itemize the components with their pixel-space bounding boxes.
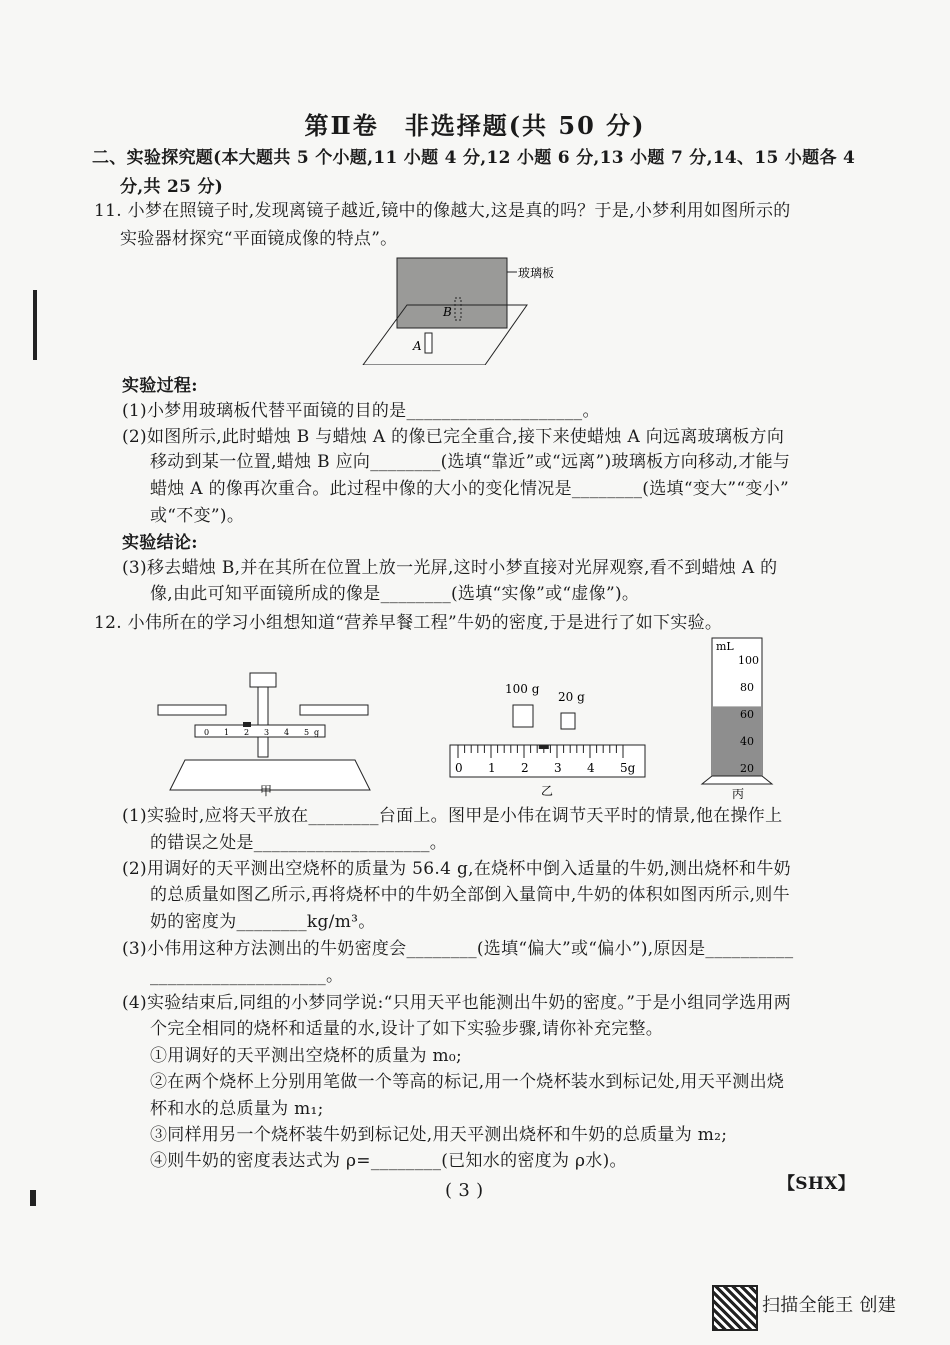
svg-text:40: 40 — [740, 735, 754, 748]
section-heading: 二、实验探究题(本大题共 5 个小题,11 小题 4 分,12 小题 6 分,13 小题 7 分,14、15 小题各 4 — [92, 148, 856, 168]
svg-text:4: 4 — [284, 728, 290, 737]
rider — [243, 722, 251, 727]
q11-part1: (1)小梦用玻璃板代替平面镜的目的是____________________。 — [122, 401, 600, 421]
q12-part1: (1)实验时,应将天平放在________台面上。图甲是小伟在调节天平时的情景,他在操作上 — [122, 806, 783, 826]
svg-text:3: 3 — [264, 728, 270, 737]
svg-text:0: 0 — [455, 761, 463, 775]
label-b: B — [443, 305, 452, 319]
scan-edge-mark — [30, 1190, 36, 1206]
rider-scale — [450, 745, 645, 777]
svg-text:1: 1 — [488, 761, 496, 775]
weight-100g — [513, 705, 533, 727]
process-heading: 实验过程: — [122, 376, 198, 396]
mirror-figure — [355, 250, 585, 365]
scan-edge-mark — [33, 290, 37, 360]
svg-text:1: 1 — [224, 728, 230, 737]
q11-part2: 移动到某一位置,蜡烛 B 应向________(选填“靠近”或“远离”)玻璃板方向移动,才能与 — [150, 452, 791, 472]
svg-text:4: 4 — [587, 761, 595, 775]
glass-plate — [397, 258, 507, 328]
q12-part3: (3)小伟用这种方法测出的牛奶密度会________(选填“偏大”或“偏小”),原因是__________ — [122, 939, 794, 959]
svg-text:3: 3 — [554, 761, 562, 775]
section-heading: 分,共 25 分) — [120, 177, 224, 197]
weight-20g — [561, 713, 575, 729]
glass-label: 玻璃板 — [518, 266, 555, 280]
weights-and-scale-figure — [445, 675, 650, 800]
q12-part2: 奶的密度为________kg/m³。 — [150, 912, 376, 932]
candle-a — [425, 333, 432, 353]
q11-part2: 或“不变”)。 — [150, 506, 245, 526]
conclusion-heading: 实验结论: — [122, 533, 198, 553]
paper-code: 【SHX】 — [778, 1174, 856, 1194]
q12-part4: (4)实验结束后,同组的小梦同学说:“只用天平也能测出牛奶的密度。”于是小组同学选用两 — [122, 993, 791, 1013]
svg-text:5g: 5g — [620, 761, 636, 775]
caption-yi: 乙 — [541, 784, 554, 798]
svg-text:60: 60 — [740, 708, 754, 721]
step: ②在两个烧杯上分别用笔做一个等高的标记,用一个烧杯装水到标记处,用天平测出烧 — [150, 1072, 785, 1092]
step: ①用调好的天平测出空烧杯的质量为 m₀; — [150, 1046, 463, 1066]
rider-marker — [539, 745, 549, 749]
q12-part2: 的总质量如图乙所示,再将烧杯中的牛奶全部倒入量筒中,牛奶的体积如图丙所示,则牛 — [150, 885, 790, 905]
caption-jia: 甲 — [260, 784, 273, 798]
q11-part3: 像,由此可知平面镜所成的像是________(选填“实像”或“虚像”)。 — [150, 584, 640, 604]
q12-part2: (2)用调好的天平测出空烧杯的质量为 56.4 g,在烧杯中倒入适量的牛奶,测出烧杯和牛奶 — [122, 859, 791, 879]
cylinder-figure — [700, 636, 780, 801]
watermark-text: 扫描全能王 创建 — [762, 1295, 897, 1316]
q12-part3: ____________________。 — [150, 966, 344, 986]
q11-part2: 蜡烛 A 的像再次重合。此过程中像的大小的变化情况是________(选填“变大”“变小” — [150, 479, 789, 499]
label-a: A — [413, 339, 422, 353]
svg-text:2: 2 — [244, 728, 250, 737]
q11-stem: 实验器材探究“平面镜成像的特点”。 — [120, 229, 398, 249]
step: ④则牛奶的密度表达式为 ρ=________(已知水的密度为 ρ水)。 — [150, 1151, 627, 1171]
unit-label: mL — [716, 640, 734, 653]
weight-100g-label: 100 g — [505, 682, 540, 696]
q12-part1: 的错误之处是____________________。 — [150, 833, 448, 853]
q11-stem: 11. 小梦在照镜子时,发现离镜子越近,镜中的像越大,这是真的吗？于是,小梦利用如图所示的 — [94, 201, 791, 221]
q12-stem: 12. 小伟所在的学习小组想知道“营养早餐工程”牛奶的密度,于是进行了如下实验。 — [94, 613, 723, 633]
svg-text:20: 20 — [740, 762, 754, 775]
caption-bing: 丙 — [732, 787, 745, 801]
q12-part4: 个完全相同的烧杯和适量的水,设计了如下实验步骤,请你补充完整。 — [150, 1019, 664, 1039]
page-title: 第Ⅱ卷 非选择题(共 50 分) — [304, 111, 646, 140]
svg-text:g: g — [314, 728, 320, 737]
step: 杯和水的总质量为 m₁; — [150, 1099, 324, 1119]
q11-part3: (3)移去蜡烛 B,并在其所在位置上放一光屏,这时小梦直接对光屏观察,看不到蜡烛 A 的 — [122, 558, 778, 578]
svg-text:80: 80 — [740, 681, 754, 694]
balance-figure — [150, 665, 400, 800]
q11-part2: (2)如图所示,此时蜡烛 B 与蜡烛 A 的像已完全重合,接下来使蜡烛 A 向远离玻璃板方向 — [122, 427, 785, 447]
weight-20g-label: 20 g — [558, 690, 585, 704]
step: ③同样用另一个烧杯装牛奶到标记处,用天平测出烧杯和牛奶的总质量为 m₂; — [150, 1125, 728, 1145]
svg-text:100: 100 — [738, 654, 759, 667]
svg-text:0: 0 — [204, 728, 210, 737]
page-number: ( 3 ) — [445, 1180, 484, 1201]
svg-text:2: 2 — [521, 761, 529, 775]
qr-code-icon — [712, 1285, 758, 1331]
svg-text:5: 5 — [304, 728, 310, 737]
